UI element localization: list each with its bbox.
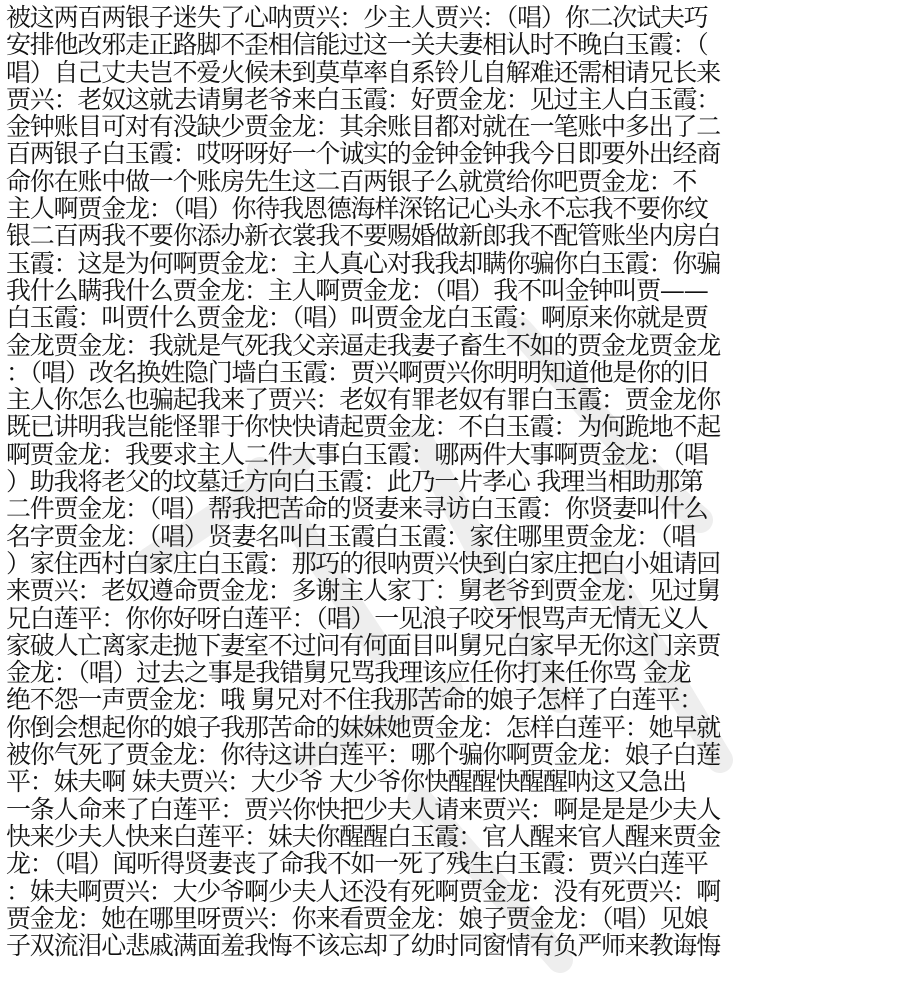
- text-line: 家破人亡离家走抛下妻室不过问有何面目叫舅兄白家早无你这门亲贾: [6, 631, 721, 660]
- text-line: 主人啊贾金龙：（唱）你待我恩德海样深铭记心头永不忘我不要你纹: [6, 195, 708, 223]
- text-line: 我什么瞒我什么贾金龙：主人啊贾金龙：（唱）我不叫金钟叫贾——: [6, 276, 708, 305]
- text-line: 唱）自己丈夫岂不爱火候未到莫草率自系铃儿自解难还需相请兄长来: [6, 58, 721, 86]
- text-line: 金钟账目可对有没缺少贾金龙：其余账目都对就在一笔账中多出了二: [6, 113, 721, 141]
- text-line: 子双流泪心悲戚满面羞我悔不该忘却了幼时同窗情有负严师来教诲悔: [6, 932, 721, 960]
- text-line: 安排他改邪走正路脚不歪相信能过这一关夫妻相认时不晚白玉霞：（: [6, 31, 708, 59]
- text-line: ）家住西村白家庄白玉霞：那巧的很呐贾兴快到白家庄把白小姐请回: [6, 549, 721, 578]
- text-line: ）助我将老父的坟墓迁方向白玉霞：此乃一片孝心 我理当相助那第: [6, 468, 703, 496]
- text-line: 被你气死了贾金龙：你待这讲白莲平：哪个骗你啊贾金龙：娘子白莲: [6, 741, 721, 769]
- text-line: 平：妹夫啊 妹夫贾兴：大少爷 大少爷你快醒醒快醒醒呐这又急出: [6, 768, 686, 796]
- text-line: 金龙：（唱）过去之事是我错舅兄骂我理该应任你打来任你骂 金龙: [6, 659, 691, 687]
- text-line: 白玉霞：叫贾什么贾金龙：（唱）叫贾金龙白玉霞：啊原来你就是贾: [6, 304, 708, 332]
- text-line: 贾金龙：她在哪里呀贾兴：你来看贾金龙：娘子贾金龙：（唱）见娘: [6, 904, 708, 933]
- text-line: 百两银子白玉霞：哎呀呀好一个诚实的金钟金钟我今日即要外出经商: [6, 140, 721, 168]
- text-line: 绝不怨一声贾金龙：哦 舅兄对不住我那苦命的娘子怎样了白莲平：: [6, 686, 703, 714]
- text-line: 命你在账中做一个账房先生这二百两银子么就赏给你吧贾金龙：不: [6, 167, 697, 196]
- text-line: 名字贾金龙：（唱）贤妻名叫白玉霞白玉霞：家住哪里贾金龙：（唱: [6, 522, 696, 550]
- text-line: 龙：（唱）闻听得贤妻丧了命我不如一死了残生白玉霞：贾兴白莲平: [6, 850, 708, 878]
- text-line: 被这两百两银子迷失了心呐贾兴：少主人贾兴：（唱）你二次试夫巧: [6, 4, 708, 32]
- text-line: 二件贾金龙：（唱）帮我把苦命的贤妻来寻访白玉霞：你贤妻叫什么: [6, 495, 708, 523]
- text-line: 既已讲明我岂能怪罪于你快快请起贾金龙：不白玉霞：为何跪地不起: [6, 413, 721, 441]
- text-line: ：妹夫啊贾兴：大少爷啊少夫人还没有死啊贾金龙：没有死贾兴：啊: [6, 877, 721, 905]
- text-line: 一条人命来了白莲平：贾兴你快把少夫人请来贾兴：啊是是是少夫人: [6, 795, 721, 823]
- text-line: 金龙贾金龙：我就是气死我父亲逼走我妻子畜生不如的贾金龙贾金龙: [6, 331, 721, 359]
- text-line: 玉霞：这是为何啊贾金龙：主人真心对我我却瞒你骗你白玉霞：你骗: [6, 249, 721, 277]
- text-line: 贾兴：老奴这就去请舅老爷来白玉霞：好贾金龙：见过主人白玉霞：: [6, 85, 721, 114]
- text-line: 主人你怎么也骗起我来了贾兴：老奴有罪老奴有罪白玉霞：贾金龙你: [6, 386, 721, 414]
- text-line: ：（唱）改名换姓隐门墙白玉霞：贾兴啊贾兴你明明知道他是你的旧: [6, 358, 708, 387]
- text-line: 银二百两我不要你添办新衣裳我不要赐婚做新郎我不配管账坐内房白: [6, 222, 721, 250]
- text-line: 来贾兴：老奴遵命贾金龙：多谢主人家丁：舅老爷到贾金龙：见过舅: [6, 577, 721, 605]
- document-text: [6, 4, 876, 959]
- text-line: 兄白莲平：你你好呀白莲平：（唱）一见浪子咬牙恨骂声无情无义人: [6, 604, 708, 632]
- text-line: 你倒会想起你的娘子我那苦命的妹妹她贾金龙：怎样白莲平：她早就: [6, 713, 721, 742]
- text-line: 啊贾金龙：我要求主人二件大事白玉霞：哪两件大事啊贾金龙：（唱: [6, 440, 708, 469]
- text-line: 快来少夫人快来白莲平：妹夫你醒醒白玉霞：官人醒来官人醒来贾金: [6, 822, 721, 851]
